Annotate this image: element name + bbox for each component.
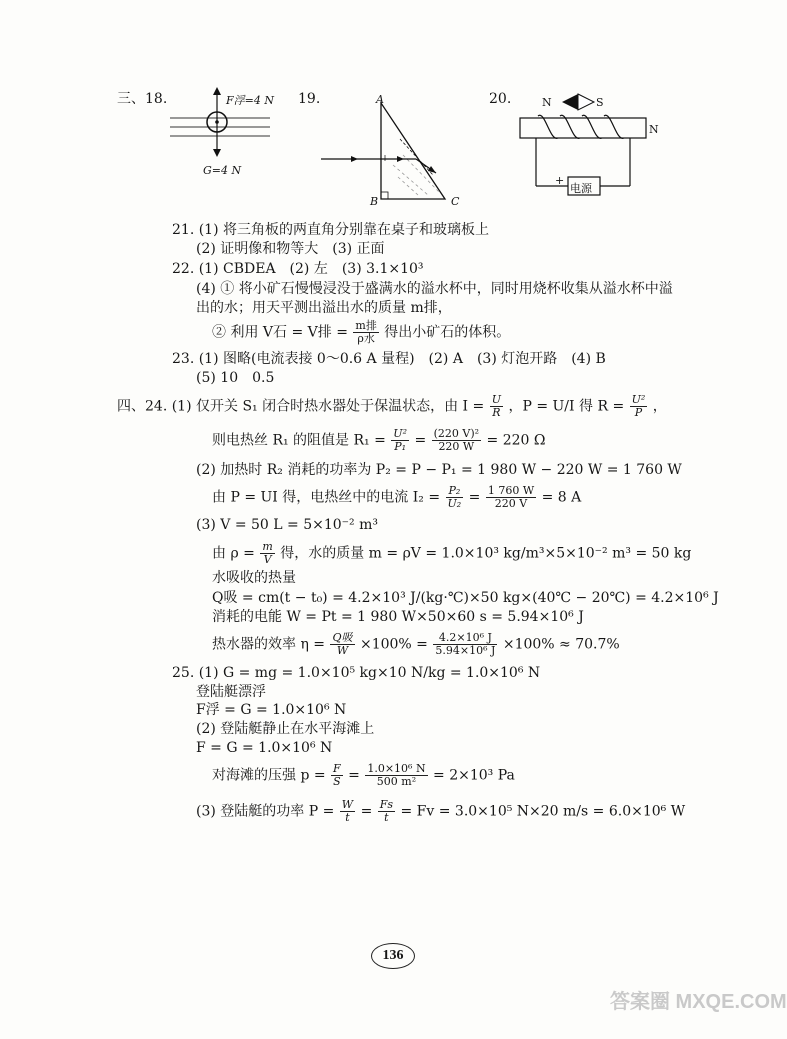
- den: 5.94×10⁶ J: [435, 644, 496, 657]
- den: U₂: [447, 497, 462, 510]
- q25-frac-fs: [378, 799, 395, 824]
- q24-frac-i2-val: [486, 485, 536, 510]
- q22-line4: [212, 320, 510, 345]
- q25-l6-c: = 2×10³ Pa: [433, 767, 515, 784]
- q22-line4-text-a: ② 利用 V石 = V排 =: [212, 324, 348, 341]
- q22-fraction: [353, 320, 378, 345]
- fig19-vertex-c: C: [451, 195, 460, 208]
- q25-l7-a: (3) 登陆艇的功率 P =: [196, 803, 335, 820]
- q24-frac-i2: [446, 485, 464, 510]
- q22-line1: 22. (1) CBDEA (2) 左 (3) 3.1×10³: [172, 261, 424, 277]
- q25-line3: F浮 = G = 1.0×10⁶ N: [196, 702, 347, 718]
- fig19-prism-diagram: [318, 95, 468, 210]
- q24-l10-c: ×100% ≈ 70.7%: [502, 636, 620, 653]
- q24-frac-r1: [391, 428, 409, 453]
- fig18-label: 三、18.: [117, 91, 168, 107]
- q24-l1-b: ，P = U/I 得 R =: [508, 398, 625, 415]
- q24-l1-c: ，: [652, 398, 667, 415]
- num: U: [491, 393, 501, 406]
- q24-l2-a: 则电热丝 R₁ 的阻值是 R₁ =: [212, 432, 386, 449]
- q21-line2: (2) 证明像和物等大 (3) 正面: [196, 241, 385, 257]
- q24-line9: 消耗的电能 W = Pt = 1 980 W×50×60 s = 5.94×10⁶ J: [212, 609, 584, 625]
- fig20-plus: +: [555, 174, 565, 187]
- num: 1.0×10⁶ N: [367, 762, 426, 775]
- q23-line2: (5) 10 0.5: [196, 370, 275, 386]
- den: S: [333, 775, 341, 788]
- q25-l6-b: =: [348, 767, 360, 784]
- num: W: [341, 798, 354, 811]
- watermark: [610, 985, 787, 1014]
- q22-frac-den: ρ水: [357, 332, 375, 345]
- den: P: [634, 406, 643, 419]
- q25-line6: [212, 763, 515, 788]
- num: P₂: [446, 485, 464, 498]
- num: 1 760 W: [487, 484, 535, 497]
- q25-l6-a: 对海滩的压强 p =: [212, 767, 326, 784]
- q25-l7-b: =: [360, 803, 373, 820]
- den: V: [263, 553, 272, 566]
- q24-frac-rho: [260, 541, 274, 566]
- q24-l6-a: 由 ρ =: [212, 545, 255, 562]
- den: t: [384, 811, 389, 824]
- q24-frac-i: [490, 394, 503, 419]
- fig18-buoyancy-label: F浮=4 N: [226, 94, 274, 107]
- q23-line1: 23. (1) 图略(电流表接 0～0.6 A 量程) (2) A (3) 灯泡开路 (4) B: [172, 351, 606, 367]
- den: 500 m²: [376, 775, 417, 788]
- num: 4.2×10⁶ J: [433, 632, 497, 645]
- q24-frac-eta: [330, 632, 354, 657]
- q24-line3: (2) 加热时 R₂ 消耗的功率为 P₂ = P − P₁ = 1 980 W − 220 W = 1 760 W: [196, 462, 682, 478]
- watermark-text: 答案圈 MXQE.COM: [610, 991, 787, 1013]
- fig20-label: 20.: [489, 91, 512, 107]
- den: 220 W: [438, 440, 475, 453]
- q22-frac-num: m排: [355, 319, 377, 332]
- num: Q吸: [332, 631, 353, 644]
- q25-line2: 登陆艇漂浮: [196, 684, 266, 700]
- q25-line1: 25. (1) G = mg = 1.0×10⁵ kg×10 N/kg = 1.0×10⁶ N: [172, 665, 541, 681]
- q24-l10-b: ×100% =: [359, 636, 428, 653]
- page-number: 136: [371, 943, 415, 969]
- q24-line10: [212, 632, 620, 657]
- q22-line2: (4) ① 将小矿石慢慢浸没于盛满水的溢水杯中，同时用烧杯收集从溢水杯中溢: [196, 281, 673, 297]
- fig20-needle-s: S: [596, 96, 604, 109]
- q24-line7: 水吸收的热量: [212, 570, 296, 586]
- fig18-gravity-label: G=4 N: [203, 164, 242, 177]
- fig20-magnet-n: N: [649, 123, 659, 136]
- q24-line2: [212, 428, 545, 453]
- fig19-vertex-a: A: [376, 93, 384, 106]
- q25-frac-p-val: [365, 763, 427, 788]
- q24-line6: [212, 541, 691, 566]
- q25-line5: F = G = 1.0×10⁶ N: [196, 740, 333, 756]
- num: (220 V)²: [433, 427, 480, 440]
- q24-l10-a: 热水器的效率 η =: [212, 636, 326, 653]
- fig20-needle-n: N: [542, 96, 552, 109]
- fig20-power-label: 电源: [570, 182, 592, 195]
- den: P₁: [394, 440, 407, 453]
- q25-frac-w: [340, 799, 355, 824]
- q24-frac-r: [630, 394, 648, 419]
- q24-line5: (3) V = 50 L = 5×10⁻² m³: [196, 517, 379, 533]
- q24-l4-c: = 8 A: [541, 489, 582, 506]
- q24-line8: Q吸 = cm(t − t₀) = 4.2×10³ J/(kg·℃)×50 kg×(40℃ − 20℃) = 4.2×10⁶ J: [212, 590, 719, 606]
- q24-line1: [117, 394, 667, 419]
- q25-line4: (2) 登陆艇静止在水平海滩上: [196, 721, 375, 737]
- q25-frac-p: [331, 763, 343, 788]
- num: F: [333, 762, 341, 775]
- den: t: [345, 811, 350, 824]
- fig19-label: 19.: [298, 91, 321, 107]
- q21-line1: 21. (1) 将三角板的两直角分别靠在桌子和玻璃板上: [172, 222, 489, 238]
- den: R: [492, 406, 501, 419]
- den: 220 V: [494, 497, 528, 510]
- q22-line4-text-b: 得出小矿石的体积。: [384, 324, 511, 341]
- q24-l2-b: =: [414, 432, 427, 449]
- num: m: [262, 540, 273, 553]
- q24-l4-b: =: [468, 489, 481, 506]
- num: U²: [631, 393, 646, 406]
- q24-line4: [212, 485, 581, 510]
- q22-line3: 出的水；用天平测出溢出水的质量 m排，: [196, 300, 452, 316]
- fig19-vertex-b: B: [370, 195, 379, 208]
- q24-frac-eta-val: [433, 632, 497, 657]
- q24-frac-r1-val: [432, 428, 481, 453]
- den: W: [336, 644, 349, 657]
- num: Fs: [379, 798, 394, 811]
- q25-l7-c: = Fv = 3.0×10⁵ N×20 m/s = 6.0×10⁶ W: [400, 803, 686, 820]
- q25-line7: [196, 799, 685, 824]
- q24-l6-b: 得，水的质量 m = ρV = 1.0×10³ kg/m³×5×10⁻² m³ = 50 kg: [280, 545, 692, 562]
- q24-l1-a: 四、24. (1) 仅开关 S₁ 闭合时热水器处于保温状态，由 I =: [117, 398, 485, 415]
- q24-l2-c: = 220 Ω: [486, 432, 546, 449]
- num: U²: [393, 427, 407, 440]
- q24-l4-a: 由 P = UI 得，电热丝中的电流 I₂ =: [212, 489, 441, 506]
